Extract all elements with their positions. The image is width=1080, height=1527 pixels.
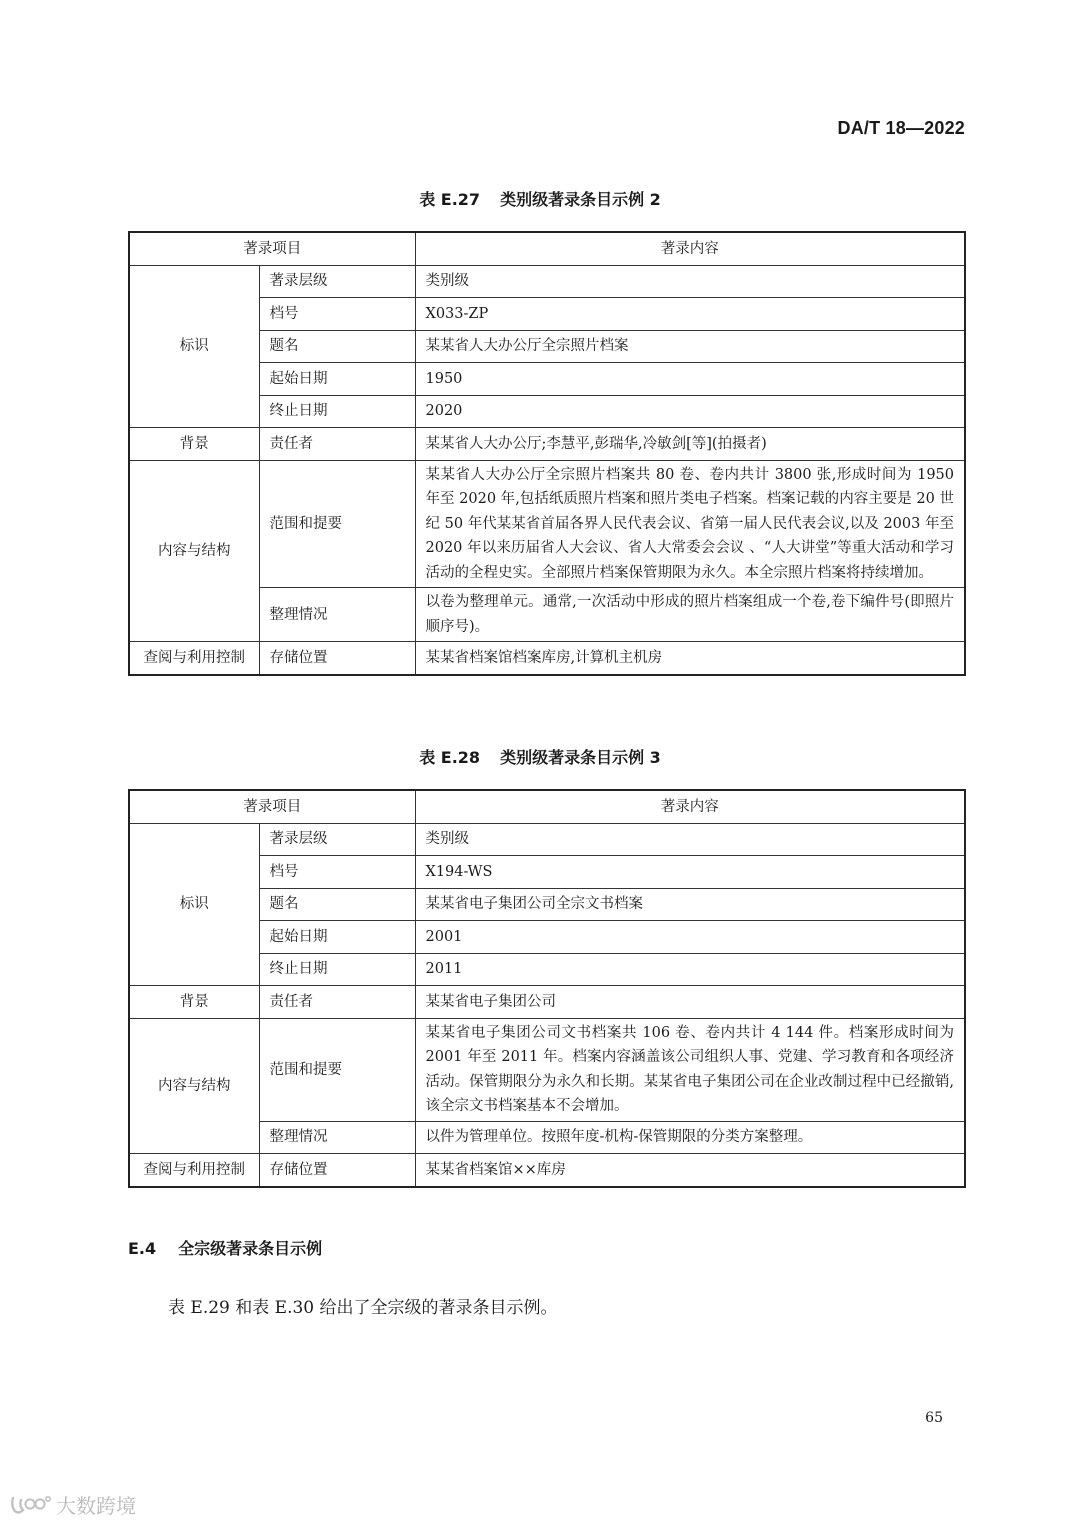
item-content: 1950 (415, 363, 965, 396)
item-label: 著录层级 (259, 265, 415, 298)
column-header-content: 著录内容 (415, 790, 965, 823)
table2-number: 表 E.28 (419, 748, 481, 767)
standard-code: DA/T 18—2022 (837, 118, 965, 138)
item-label: 责任者 (259, 986, 415, 1019)
item-content: 某某省档案馆××库房 (415, 1154, 965, 1187)
item-label: 题名 (259, 888, 415, 921)
table2 (128, 789, 966, 1188)
item-label: 起始日期 (259, 363, 415, 396)
item-label: 范围和提要 (259, 460, 415, 588)
table1-number: 表 E.27 (419, 190, 481, 209)
item-label: 终止日期 (259, 395, 415, 428)
table1 (128, 231, 966, 676)
item-content: 2020 (415, 395, 965, 428)
table1-title (0, 187, 1080, 210)
item-content: 某某省人大办公厅全宗照片档案共 80 卷、卷内共计 3800 张,形成时间为 1950 年至 2020 年,包括纸质照片档案和照片类电子档案。档案记载的内容主要是 20 世纪 50 年代某某省首届各界人民代表会议、省第一届人民代表会议,以及 2003 年至 2020 年以来历届省人大会议、省人大常委会会议 、“人大讲堂”等重大活动和学习活动的全程史实。全部照片档案保管期限为永久。本全宗照片档案将持续增加。 (415, 460, 965, 588)
item-content: X194-WS (415, 856, 965, 889)
item-label: 终止日期 (259, 953, 415, 986)
table-row (129, 642, 965, 675)
table-row (129, 986, 965, 1019)
item-label: 档号 (259, 856, 415, 889)
column-header-item: 著录项目 (129, 232, 415, 265)
item-label: 整理情况 (259, 588, 415, 642)
table-header-row (129, 790, 965, 823)
table-row (129, 1154, 965, 1187)
group-label: 标识 (129, 823, 259, 986)
table-row (129, 428, 965, 461)
watermark (10, 1490, 136, 1519)
body-paragraph: 表 E.29 和表 E.30 给出了全宗级的著录条目示例。 (168, 1298, 558, 1318)
item-label: 题名 (259, 330, 415, 363)
column-header-item: 著录项目 (129, 790, 415, 823)
table-header-row (129, 232, 965, 265)
item-label: 存储位置 (259, 1154, 415, 1187)
group-label: 内容与结构 (129, 1018, 259, 1154)
item-content: 某某省电子集团公司文书档案共 106 卷、卷内共计 4 144 件。档案形成时间为 2001 年至 2011 年。档案内容涵盖该公司组织人事、党建、学习教育和各项经济活动。保管期限分为永久和长期。某某省电子集团公司在企业改制过程中已经撤销,该全宗文书档案基本不会增加。 (415, 1018, 965, 1121)
table-row (129, 460, 965, 588)
group-label: 背景 (129, 428, 259, 461)
watermark-text: 大数跨境 (56, 1494, 136, 1518)
item-content: 某某省电子集团公司全宗文书档案 (415, 888, 965, 921)
item-content: 某某省档案馆档案库房,计算机主机房 (415, 642, 965, 675)
item-label: 责任者 (259, 428, 415, 461)
item-content: 某某省电子集团公司 (415, 986, 965, 1019)
section-heading (128, 1236, 322, 1259)
item-label: 起始日期 (259, 921, 415, 954)
table1-title-text: 类别级著录条目示例 2 (500, 190, 661, 209)
item-content: 2011 (415, 953, 965, 986)
item-content: 类别级 (415, 265, 965, 298)
item-label: 著录层级 (259, 823, 415, 856)
item-content: X033-ZP (415, 298, 965, 331)
table2-title (0, 745, 1080, 768)
table-row (129, 1018, 965, 1121)
watermark-logo-icon (10, 1494, 52, 1516)
item-label: 整理情况 (259, 1121, 415, 1154)
table2-title-text: 类别级著录条目示例 3 (500, 748, 661, 767)
table-row (129, 823, 965, 856)
item-label: 档号 (259, 298, 415, 331)
item-content: 某某省人大办公厅;李慧平,彭瑞华,冷敏剑[等](拍摄者) (415, 428, 965, 461)
group-label: 查阅与利用控制 (129, 1154, 259, 1187)
group-label: 内容与结构 (129, 460, 259, 642)
table-row (129, 265, 965, 298)
group-label: 背景 (129, 986, 259, 1019)
column-header-content: 著录内容 (415, 232, 965, 265)
item-label: 范围和提要 (259, 1018, 415, 1121)
item-content: 类别级 (415, 823, 965, 856)
page-number: 65 (925, 1410, 943, 1426)
section-number: E.4 (128, 1239, 157, 1258)
item-content: 某某省人大办公厅全宗照片档案 (415, 330, 965, 363)
section-title: 全宗级著录条目示例 (178, 1239, 323, 1258)
group-label: 标识 (129, 265, 259, 428)
item-content: 以件为管理单位。按照年度-机构-保管期限的分类方案整理。 (415, 1121, 965, 1154)
item-content: 2001 (415, 921, 965, 954)
item-content: 以卷为整理单元。通常,一次活动中形成的照片档案组成一个卷,卷下编件号(即照片顺序号)。 (415, 588, 965, 642)
group-label: 查阅与利用控制 (129, 642, 259, 675)
item-label: 存储位置 (259, 642, 415, 675)
